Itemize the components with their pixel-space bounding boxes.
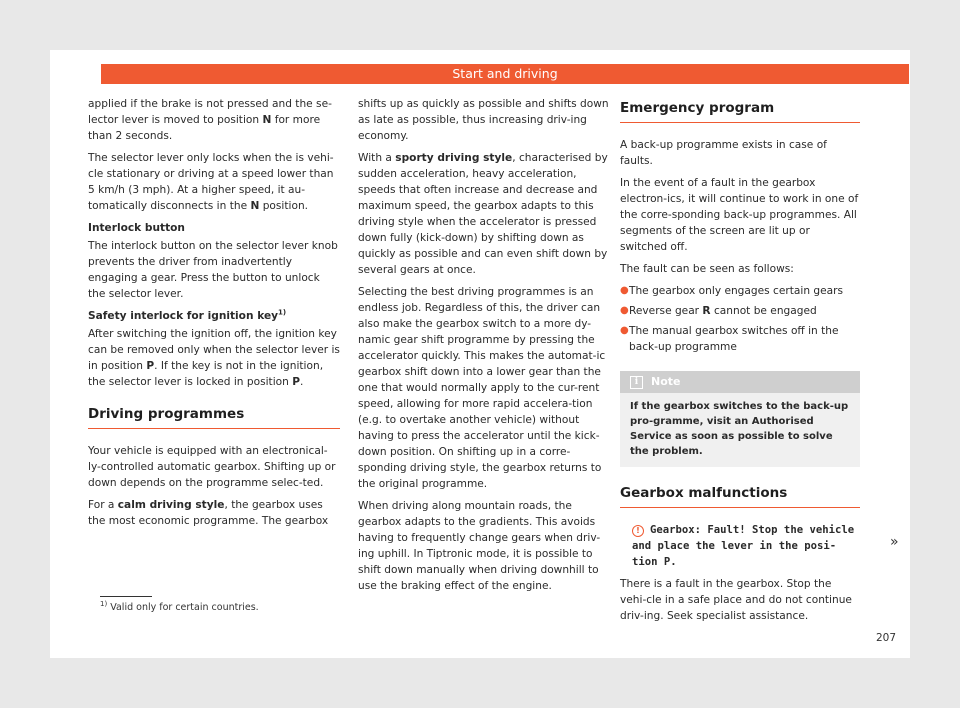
paragraph: Selecting the best driving programmes is an endless job. Regardless of this, the driver can also make the gearbox switch to a more dy-namic gear shift programme by pressing the accelerator quickly. This makes the automat-ic gearbox shift down into a lower gear than the one that would normally apply to the cur-rent speed, allowing for more rapid accelera-tion (e.g. to overtake another vehicle) without having to press the accelerator until the kick-down position. On shifting up in a corre-sponding driving style, the gearbox returns to the original programme. xyxy=(358,286,606,490)
paragraph: After switching the ignition off, the ignition key can be removed only when the selector lever is in position P. If the key is not in the ignition, the selector lever is locked in position P. xyxy=(88,328,340,388)
paragraph: There is a fault in the gearbox. Stop the vehi-cle in a safe place and do not continue driv-ing. Seek specialist assistance. xyxy=(620,578,852,622)
fault-message: ! Gearbox: Fault! Stop the vehicle and place the lever in the posi-tion P. xyxy=(632,524,855,568)
footnote-ref: 1) xyxy=(278,308,287,317)
section-title-driving-programmes: Driving programmes xyxy=(88,406,340,429)
paragraph: When driving along mountain roads, the gearbox adapts to the gradients. This avoids having to frequently change gears when driv-ing uphill. In Tiptronic mode, it is possible to shift down manually when driving downhill to use the braking effect of the engine. xyxy=(358,500,601,592)
interlock-heading: Interlock button xyxy=(88,222,185,234)
bullet-dot-icon: ● xyxy=(620,325,629,336)
column-middle xyxy=(358,96,610,600)
note-box xyxy=(620,371,860,467)
paragraph: For a calm driving style, the gearbox uses the most economic programme. The gearbox xyxy=(88,499,329,527)
paragraph: The selector lever only locks when the is vehi-cle stationary or driving at a speed lower than 5 km/h (3 mph). At a higher speed, it au-tomatically disconnects in the N position. xyxy=(88,152,334,212)
info-icon: i xyxy=(630,376,643,389)
column-left xyxy=(88,96,340,535)
bullet-dot-icon: ● xyxy=(620,305,629,316)
column-right xyxy=(620,96,860,630)
manual-page xyxy=(50,50,910,658)
paragraph: The interlock button on the selector lever knob prevents the driver from inadvertently engaging a gear. Press the button to unlock the selector lever. xyxy=(88,240,338,300)
note-header: i Note xyxy=(620,371,860,393)
paragraph: The fault can be seen as follows: xyxy=(620,263,794,275)
bullet-dot-icon: ● xyxy=(620,285,629,296)
page-number: 207 xyxy=(876,632,897,644)
section-title-emergency-program: Emergency program xyxy=(620,100,860,123)
safety-interlock-heading: Safety interlock for ignition key$^{1)}$ xyxy=(88,308,287,322)
paragraph: shifts up as quickly as possible and shifts down as late as possible, thus increasing driv-ing economy. xyxy=(358,98,609,142)
list-item: ● Reverse gear R cannot be engaged xyxy=(620,305,817,317)
note-text: If the gearbox switches to the back-up pro-gramme, visit an Authorised Service as soon as possible to solve the problem. xyxy=(630,401,849,457)
paragraph: applied if the brake is not pressed and the se-lector lever is moved to position N for more than 2 seconds. xyxy=(88,98,332,142)
footnote: $^{1)}$ Valid only for certain countries. xyxy=(100,599,259,613)
paragraph: Your vehicle is equipped with an electronical-ly-controlled automatic gearbox. Shifting up or down depends on the programme selec-ted. xyxy=(88,445,336,489)
fault-list xyxy=(620,283,860,355)
continue-arrow: » xyxy=(890,534,899,550)
list-item: ● The gearbox only engages certain gears xyxy=(620,285,844,297)
section-title-gearbox-malfunctions: Gearbox malfunctions xyxy=(620,485,860,508)
paragraph: With a sporty driving style, characterised by sudden acceleration, heavy acceleration, speeds that often increase and decrease and maximum speed, the gearbox adapts to this driving style when the accelerator is pressed down fully (kick-down) by shifting down as quickly as possible and can even shift down by several gears at once. xyxy=(358,152,608,276)
paragraph: A back-up programme exists in case of faults. xyxy=(620,139,827,167)
paragraph: In the event of a fault in the gearbox electron-ics, it will continue to work in one of the corre-sponding back-up programmes. All segments of the screen are lit up or switched off. xyxy=(620,177,859,253)
footnote-divider xyxy=(100,596,152,597)
warning-icon: ! xyxy=(632,525,644,537)
chapter-header: Start and driving xyxy=(101,64,909,84)
list-item: ● The manual gearbox switches off in the back-up programme xyxy=(620,325,839,353)
